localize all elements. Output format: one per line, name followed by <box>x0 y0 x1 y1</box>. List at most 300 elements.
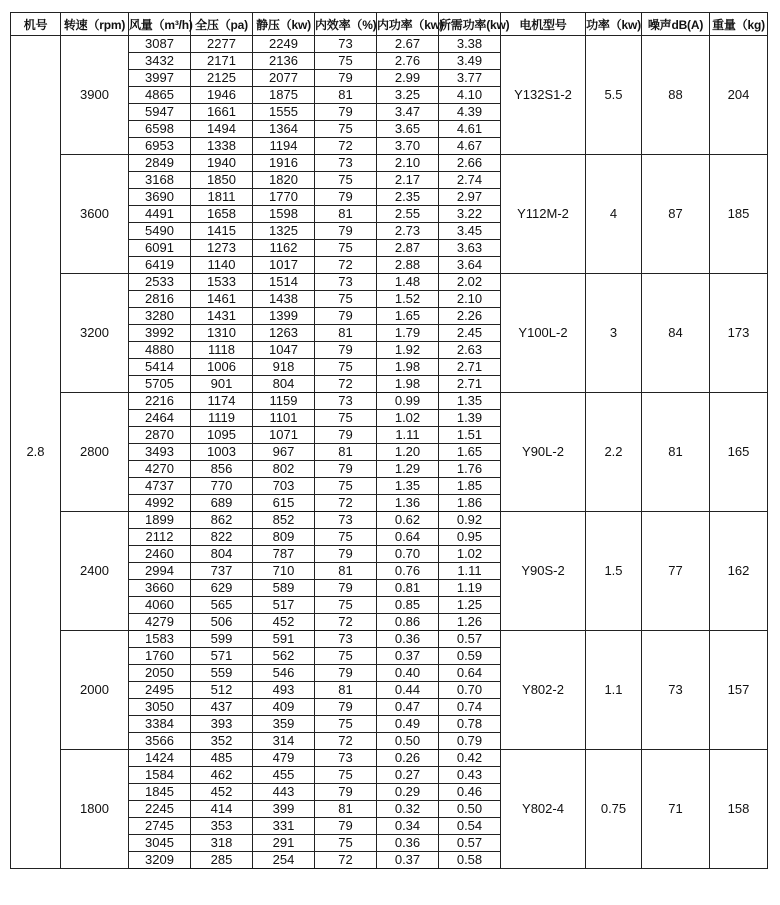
header-total-pressure: 全压（pa) <box>191 13 253 36</box>
weight-cell: 173 <box>710 274 768 393</box>
total-pressure-cell: 862 <box>191 512 253 529</box>
static-pressure-cell: 493 <box>253 682 315 699</box>
air-volume-cell: 2216 <box>129 393 191 410</box>
air-volume-cell: 4737 <box>129 478 191 495</box>
efficiency-cell: 75 <box>315 240 377 257</box>
total-pressure-cell: 414 <box>191 801 253 818</box>
efficiency-cell: 75 <box>315 410 377 427</box>
air-volume-cell: 3045 <box>129 835 191 852</box>
internal-power-cell: 2.87 <box>377 240 439 257</box>
header-speed: 转速（rpm) <box>61 13 129 36</box>
efficiency-cell: 75 <box>315 121 377 138</box>
static-pressure-cell: 1555 <box>253 104 315 121</box>
noise-cell: 73 <box>642 631 710 750</box>
efficiency-cell: 73 <box>315 750 377 767</box>
air-volume-cell: 3209 <box>129 852 191 869</box>
required-power-cell: 3.64 <box>439 257 501 274</box>
noise-cell: 81 <box>642 393 710 512</box>
required-power-cell: 2.26 <box>439 308 501 325</box>
static-pressure-cell: 1916 <box>253 155 315 172</box>
air-volume-cell: 1899 <box>129 512 191 529</box>
air-volume-cell: 6091 <box>129 240 191 257</box>
required-power-cell: 0.92 <box>439 512 501 529</box>
motor-model-cell: Y112M-2 <box>501 155 586 274</box>
efficiency-cell: 75 <box>315 767 377 784</box>
efficiency-cell: 75 <box>315 597 377 614</box>
static-pressure-cell: 1325 <box>253 223 315 240</box>
fan-spec-table <box>10 12 768 869</box>
total-pressure-cell: 1946 <box>191 87 253 104</box>
required-power-cell: 0.64 <box>439 665 501 682</box>
air-volume-cell: 4060 <box>129 597 191 614</box>
static-pressure-cell: 615 <box>253 495 315 512</box>
required-power-cell: 0.57 <box>439 631 501 648</box>
required-power-cell: 0.78 <box>439 716 501 733</box>
total-pressure-cell: 1431 <box>191 308 253 325</box>
required-power-cell: 2.97 <box>439 189 501 206</box>
static-pressure-cell: 562 <box>253 648 315 665</box>
air-volume-cell: 4270 <box>129 461 191 478</box>
air-volume-cell: 1584 <box>129 767 191 784</box>
air-volume-cell: 2112 <box>129 529 191 546</box>
required-power-cell: 3.45 <box>439 223 501 240</box>
air-volume-cell: 2460 <box>129 546 191 563</box>
static-pressure-cell: 852 <box>253 512 315 529</box>
static-pressure-cell: 314 <box>253 733 315 750</box>
required-power-cell: 4.67 <box>439 138 501 155</box>
header-internal-power: 内功率（kw) <box>377 13 439 36</box>
required-power-cell: 2.71 <box>439 359 501 376</box>
air-volume-cell: 3384 <box>129 716 191 733</box>
internal-power-cell: 3.25 <box>377 87 439 104</box>
total-pressure-cell: 1140 <box>191 257 253 274</box>
required-power-cell: 2.02 <box>439 274 501 291</box>
static-pressure-cell: 399 <box>253 801 315 818</box>
speed-cell: 1800 <box>61 750 129 869</box>
table-row <box>11 750 768 767</box>
total-pressure-cell: 1174 <box>191 393 253 410</box>
internal-power-cell: 0.37 <box>377 648 439 665</box>
table-row <box>11 631 768 648</box>
motor-power-cell: 4 <box>586 155 642 274</box>
total-pressure-cell: 1095 <box>191 427 253 444</box>
total-pressure-cell: 2277 <box>191 36 253 53</box>
speed-cell: 3900 <box>61 36 129 155</box>
table-row <box>11 512 768 529</box>
total-pressure-cell: 512 <box>191 682 253 699</box>
efficiency-cell: 81 <box>315 206 377 223</box>
internal-power-cell: 0.62 <box>377 512 439 529</box>
internal-power-cell: 2.55 <box>377 206 439 223</box>
speed-cell: 3600 <box>61 155 129 274</box>
efficiency-cell: 73 <box>315 631 377 648</box>
air-volume-cell: 4279 <box>129 614 191 631</box>
required-power-cell: 1.65 <box>439 444 501 461</box>
header-static-pressure: 静压（kw) <box>253 13 315 36</box>
air-volume-cell: 1760 <box>129 648 191 665</box>
internal-power-cell: 1.29 <box>377 461 439 478</box>
static-pressure-cell: 443 <box>253 784 315 801</box>
required-power-cell: 3.63 <box>439 240 501 257</box>
static-pressure-cell: 409 <box>253 699 315 716</box>
internal-power-cell: 2.10 <box>377 155 439 172</box>
motor-model-cell: Y90S-2 <box>501 512 586 631</box>
internal-power-cell: 0.64 <box>377 529 439 546</box>
efficiency-cell: 73 <box>315 393 377 410</box>
air-volume-cell: 5947 <box>129 104 191 121</box>
table-row <box>11 155 768 172</box>
required-power-cell: 1.51 <box>439 427 501 444</box>
internal-power-cell: 0.99 <box>377 393 439 410</box>
speed-cell: 2800 <box>61 393 129 512</box>
required-power-cell: 1.39 <box>439 410 501 427</box>
static-pressure-cell: 517 <box>253 597 315 614</box>
static-pressure-cell: 1598 <box>253 206 315 223</box>
air-volume-cell: 3566 <box>129 733 191 750</box>
motor-power-cell: 2.2 <box>586 393 642 512</box>
air-volume-cell: 4865 <box>129 87 191 104</box>
required-power-cell: 2.10 <box>439 291 501 308</box>
machine-no-cell: 2.8 <box>11 36 61 869</box>
total-pressure-cell: 1310 <box>191 325 253 342</box>
air-volume-cell: 5705 <box>129 376 191 393</box>
header-weight: 重量（kg) <box>710 13 768 36</box>
required-power-cell: 0.50 <box>439 801 501 818</box>
required-power-cell: 0.54 <box>439 818 501 835</box>
efficiency-cell: 73 <box>315 512 377 529</box>
air-volume-cell: 3690 <box>129 189 191 206</box>
table-row <box>11 274 768 291</box>
motor-power-cell: 5.5 <box>586 36 642 155</box>
internal-power-cell: 0.37 <box>377 852 439 869</box>
static-pressure-cell: 1263 <box>253 325 315 342</box>
spec-table-container <box>10 12 768 869</box>
required-power-cell: 0.46 <box>439 784 501 801</box>
noise-cell: 84 <box>642 274 710 393</box>
static-pressure-cell: 359 <box>253 716 315 733</box>
air-volume-cell: 3050 <box>129 699 191 716</box>
total-pressure-cell: 1661 <box>191 104 253 121</box>
total-pressure-cell: 599 <box>191 631 253 648</box>
internal-power-cell: 0.36 <box>377 631 439 648</box>
air-volume-cell: 1583 <box>129 631 191 648</box>
internal-power-cell: 2.35 <box>377 189 439 206</box>
total-pressure-cell: 2125 <box>191 70 253 87</box>
internal-power-cell: 0.86 <box>377 614 439 631</box>
total-pressure-cell: 629 <box>191 580 253 597</box>
total-pressure-cell: 352 <box>191 733 253 750</box>
internal-power-cell: 1.48 <box>377 274 439 291</box>
internal-power-cell: 1.52 <box>377 291 439 308</box>
air-volume-cell: 3992 <box>129 325 191 342</box>
internal-power-cell: 1.98 <box>377 359 439 376</box>
noise-cell: 87 <box>642 155 710 274</box>
header-noise: 噪声dB(A) <box>642 13 710 36</box>
efficiency-cell: 75 <box>315 359 377 376</box>
motor-model-cell: Y802-4 <box>501 750 586 869</box>
total-pressure-cell: 462 <box>191 767 253 784</box>
total-pressure-cell: 559 <box>191 665 253 682</box>
static-pressure-cell: 1514 <box>253 274 315 291</box>
total-pressure-cell: 506 <box>191 614 253 631</box>
required-power-cell: 2.71 <box>439 376 501 393</box>
efficiency-cell: 75 <box>315 835 377 852</box>
required-power-cell: 3.77 <box>439 70 501 87</box>
internal-power-cell: 1.20 <box>377 444 439 461</box>
efficiency-cell: 73 <box>315 36 377 53</box>
required-power-cell: 3.49 <box>439 53 501 70</box>
required-power-cell: 2.74 <box>439 172 501 189</box>
internal-power-cell: 0.70 <box>377 546 439 563</box>
static-pressure-cell: 703 <box>253 478 315 495</box>
efficiency-cell: 75 <box>315 716 377 733</box>
required-power-cell: 2.66 <box>439 155 501 172</box>
required-power-cell: 4.39 <box>439 104 501 121</box>
static-pressure-cell: 1438 <box>253 291 315 308</box>
required-power-cell: 0.95 <box>439 529 501 546</box>
internal-power-cell: 2.76 <box>377 53 439 70</box>
static-pressure-cell: 809 <box>253 529 315 546</box>
motor-power-cell: 1.1 <box>586 631 642 750</box>
air-volume-cell: 1424 <box>129 750 191 767</box>
required-power-cell: 1.85 <box>439 478 501 495</box>
motor-model-cell: Y802-2 <box>501 631 586 750</box>
internal-power-cell: 2.17 <box>377 172 439 189</box>
static-pressure-cell: 2249 <box>253 36 315 53</box>
header-required-power: 所需功率(kw) <box>439 13 501 36</box>
air-volume-cell: 2870 <box>129 427 191 444</box>
air-volume-cell: 2816 <box>129 291 191 308</box>
efficiency-cell: 73 <box>315 274 377 291</box>
total-pressure-cell: 1850 <box>191 172 253 189</box>
required-power-cell: 1.76 <box>439 461 501 478</box>
efficiency-cell: 79 <box>315 104 377 121</box>
static-pressure-cell: 2077 <box>253 70 315 87</box>
total-pressure-cell: 565 <box>191 597 253 614</box>
efficiency-cell: 81 <box>315 563 377 580</box>
total-pressure-cell: 1118 <box>191 342 253 359</box>
efficiency-cell: 79 <box>315 223 377 240</box>
air-volume-cell: 2994 <box>129 563 191 580</box>
required-power-cell: 1.11 <box>439 563 501 580</box>
required-power-cell: 0.74 <box>439 699 501 716</box>
air-volume-cell: 6598 <box>129 121 191 138</box>
table-row <box>11 393 768 410</box>
total-pressure-cell: 437 <box>191 699 253 716</box>
static-pressure-cell: 591 <box>253 631 315 648</box>
internal-power-cell: 2.88 <box>377 257 439 274</box>
weight-cell: 204 <box>710 36 768 155</box>
total-pressure-cell: 856 <box>191 461 253 478</box>
air-volume-cell: 2745 <box>129 818 191 835</box>
total-pressure-cell: 1119 <box>191 410 253 427</box>
efficiency-cell: 72 <box>315 733 377 750</box>
internal-power-cell: 1.65 <box>377 308 439 325</box>
total-pressure-cell: 1658 <box>191 206 253 223</box>
noise-cell: 88 <box>642 36 710 155</box>
static-pressure-cell: 787 <box>253 546 315 563</box>
total-pressure-cell: 285 <box>191 852 253 869</box>
motor-power-cell: 3 <box>586 274 642 393</box>
internal-power-cell: 0.44 <box>377 682 439 699</box>
static-pressure-cell: 1017 <box>253 257 315 274</box>
static-pressure-cell: 710 <box>253 563 315 580</box>
total-pressure-cell: 485 <box>191 750 253 767</box>
air-volume-cell: 2849 <box>129 155 191 172</box>
internal-power-cell: 3.65 <box>377 121 439 138</box>
total-pressure-cell: 1003 <box>191 444 253 461</box>
total-pressure-cell: 1811 <box>191 189 253 206</box>
internal-power-cell: 0.85 <box>377 597 439 614</box>
speed-cell: 2400 <box>61 512 129 631</box>
air-volume-cell: 3660 <box>129 580 191 597</box>
air-volume-cell: 5490 <box>129 223 191 240</box>
required-power-cell: 0.58 <box>439 852 501 869</box>
internal-power-cell: 0.76 <box>377 563 439 580</box>
spec-table-body <box>11 36 768 869</box>
internal-power-cell: 1.35 <box>377 478 439 495</box>
static-pressure-cell: 589 <box>253 580 315 597</box>
air-volume-cell: 1845 <box>129 784 191 801</box>
internal-power-cell: 0.27 <box>377 767 439 784</box>
efficiency-cell: 72 <box>315 257 377 274</box>
static-pressure-cell: 1820 <box>253 172 315 189</box>
static-pressure-cell: 1101 <box>253 410 315 427</box>
air-volume-cell: 3087 <box>129 36 191 53</box>
efficiency-cell: 79 <box>315 784 377 801</box>
required-power-cell: 1.02 <box>439 546 501 563</box>
air-volume-cell: 4880 <box>129 342 191 359</box>
total-pressure-cell: 1940 <box>191 155 253 172</box>
efficiency-cell: 75 <box>315 529 377 546</box>
weight-cell: 157 <box>710 631 768 750</box>
required-power-cell: 0.79 <box>439 733 501 750</box>
static-pressure-cell: 1047 <box>253 342 315 359</box>
static-pressure-cell: 479 <box>253 750 315 767</box>
total-pressure-cell: 571 <box>191 648 253 665</box>
required-power-cell: 1.25 <box>439 597 501 614</box>
static-pressure-cell: 331 <box>253 818 315 835</box>
efficiency-cell: 72 <box>315 138 377 155</box>
static-pressure-cell: 918 <box>253 359 315 376</box>
air-volume-cell: 4491 <box>129 206 191 223</box>
air-volume-cell: 2464 <box>129 410 191 427</box>
total-pressure-cell: 1338 <box>191 138 253 155</box>
static-pressure-cell: 802 <box>253 461 315 478</box>
internal-power-cell: 1.92 <box>377 342 439 359</box>
total-pressure-cell: 1006 <box>191 359 253 376</box>
efficiency-cell: 75 <box>315 53 377 70</box>
efficiency-cell: 79 <box>315 461 377 478</box>
internal-power-cell: 2.99 <box>377 70 439 87</box>
required-power-cell: 0.57 <box>439 835 501 852</box>
static-pressure-cell: 2136 <box>253 53 315 70</box>
total-pressure-cell: 1494 <box>191 121 253 138</box>
air-volume-cell: 6419 <box>129 257 191 274</box>
efficiency-cell: 81 <box>315 87 377 104</box>
internal-power-cell: 0.49 <box>377 716 439 733</box>
header-air-volume: 风量（m³/h) <box>129 13 191 36</box>
static-pressure-cell: 546 <box>253 665 315 682</box>
weight-cell: 162 <box>710 512 768 631</box>
static-pressure-cell: 1399 <box>253 308 315 325</box>
internal-power-cell: 1.02 <box>377 410 439 427</box>
speed-cell: 2000 <box>61 631 129 750</box>
air-volume-cell: 6953 <box>129 138 191 155</box>
efficiency-cell: 79 <box>315 189 377 206</box>
internal-power-cell: 0.29 <box>377 784 439 801</box>
efficiency-cell: 72 <box>315 376 377 393</box>
static-pressure-cell: 1071 <box>253 427 315 444</box>
efficiency-cell: 79 <box>315 308 377 325</box>
efficiency-cell: 75 <box>315 478 377 495</box>
table-row <box>11 36 768 53</box>
motor-model-cell: Y132S1-2 <box>501 36 586 155</box>
header-motor-power: 功率（kw) <box>586 13 642 36</box>
required-power-cell: 1.26 <box>439 614 501 631</box>
efficiency-cell: 79 <box>315 818 377 835</box>
required-power-cell: 2.45 <box>439 325 501 342</box>
total-pressure-cell: 1415 <box>191 223 253 240</box>
required-power-cell: 4.10 <box>439 87 501 104</box>
efficiency-cell: 75 <box>315 291 377 308</box>
static-pressure-cell: 1364 <box>253 121 315 138</box>
efficiency-cell: 81 <box>315 444 377 461</box>
total-pressure-cell: 2171 <box>191 53 253 70</box>
internal-power-cell: 1.36 <box>377 495 439 512</box>
efficiency-cell: 79 <box>315 70 377 87</box>
total-pressure-cell: 804 <box>191 546 253 563</box>
header-row <box>11 13 768 36</box>
header-motor-model: 电机型号 <box>501 13 586 36</box>
air-volume-cell: 3280 <box>129 308 191 325</box>
air-volume-cell: 2245 <box>129 801 191 818</box>
header-internal-efficiency: 内效率（%) <box>315 13 377 36</box>
internal-power-cell: 1.79 <box>377 325 439 342</box>
internal-power-cell: 0.26 <box>377 750 439 767</box>
total-pressure-cell: 901 <box>191 376 253 393</box>
total-pressure-cell: 1533 <box>191 274 253 291</box>
static-pressure-cell: 1159 <box>253 393 315 410</box>
total-pressure-cell: 452 <box>191 784 253 801</box>
static-pressure-cell: 1162 <box>253 240 315 257</box>
internal-power-cell: 0.40 <box>377 665 439 682</box>
required-power-cell: 1.35 <box>439 393 501 410</box>
internal-power-cell: 3.70 <box>377 138 439 155</box>
required-power-cell: 4.61 <box>439 121 501 138</box>
required-power-cell: 0.42 <box>439 750 501 767</box>
internal-power-cell: 1.11 <box>377 427 439 444</box>
required-power-cell: 3.38 <box>439 36 501 53</box>
static-pressure-cell: 1875 <box>253 87 315 104</box>
efficiency-cell: 75 <box>315 172 377 189</box>
total-pressure-cell: 737 <box>191 563 253 580</box>
total-pressure-cell: 393 <box>191 716 253 733</box>
required-power-cell: 2.63 <box>439 342 501 359</box>
internal-power-cell: 0.81 <box>377 580 439 597</box>
air-volume-cell: 3432 <box>129 53 191 70</box>
efficiency-cell: 81 <box>315 325 377 342</box>
total-pressure-cell: 822 <box>191 529 253 546</box>
air-volume-cell: 3168 <box>129 172 191 189</box>
static-pressure-cell: 452 <box>253 614 315 631</box>
motor-power-cell: 1.5 <box>586 512 642 631</box>
internal-power-cell: 1.98 <box>377 376 439 393</box>
efficiency-cell: 79 <box>315 699 377 716</box>
static-pressure-cell: 967 <box>253 444 315 461</box>
motor-model-cell: Y90L-2 <box>501 393 586 512</box>
weight-cell: 185 <box>710 155 768 274</box>
